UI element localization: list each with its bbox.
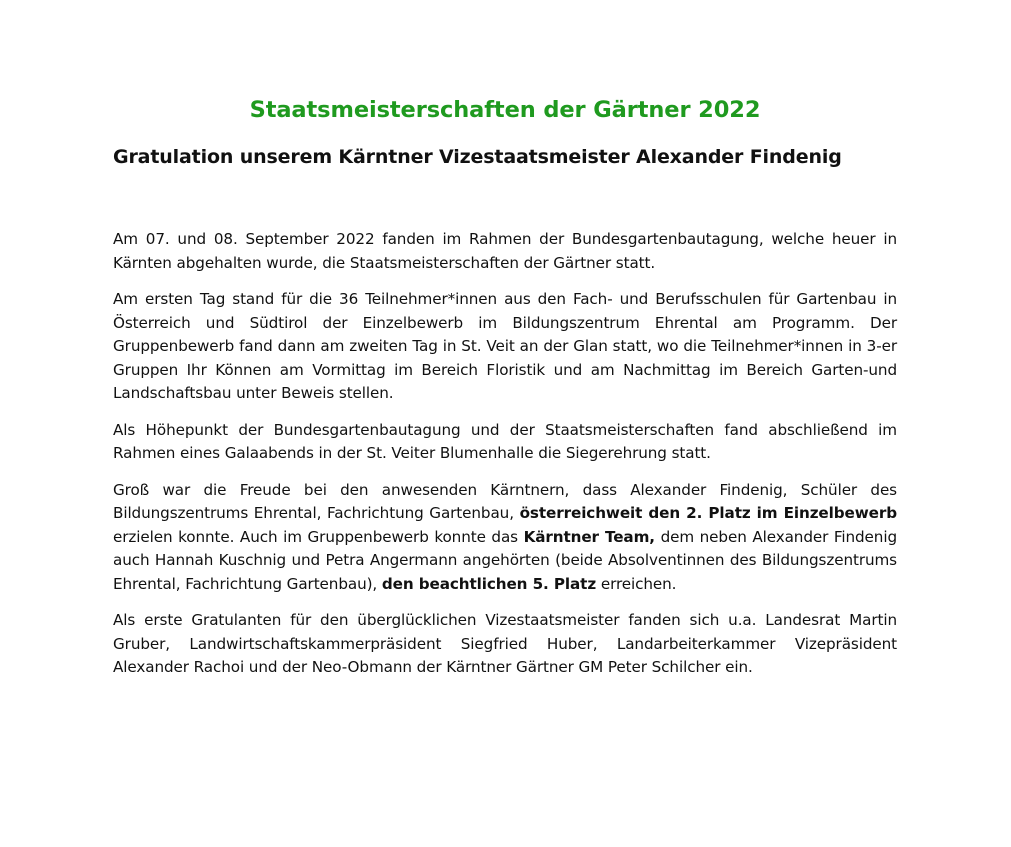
paragraph-3: Als Höhepunkt der Bundesgartenbautagung und der Staatsmeisterschaften fand abschließend im Rahmen eines Galaabends in der St. Veiter Blumenhalle die Siegerehrung statt. — [113, 420, 897, 462]
paragraph-2: Am ersten Tag stand für die 36 Teilnehmer*innen aus den Fach- und Berufsschulen für Gartenbau in Österreich und Südtirol der Einzelbewerb im Bildungszentrum Ehrental am Programm. Der Gruppenbewerb fand dann am zweiten Tag in St. Veit an der Glan statt, wo die Teilnehmer*innen in 3-er Gruppen Ihr Können am Vormittag im Bereich Floristik und am Nachmittag im Bereich Garten-und Landschaftsbau unter Beweis stellen. — [113, 290, 897, 402]
highlight-second-place: österreichweit den 2. Platz im Einzelbewerb — [519, 504, 898, 522]
paragraph-4-text-2: erzielen konnte. Auch im Gruppenbewerb konnte das — [113, 527, 524, 546]
page-subtitle: Gratulation unserem Kärntner Vizestaatsmeister Alexander Findenig — [113, 146, 842, 168]
paragraph-1: Am 07. und 08. September 2022 fanden im Rahmen der Bundesgartenbautagung, welche heuer in Kärnten abgehalten wurde, die Staatsmeisterschaften der Gärtner statt. — [113, 230, 897, 272]
document-page — [113, 94, 897, 693]
highlight-fifth-place: den beachtlichen 5. Platz — [381, 574, 597, 593]
article-body — [113, 228, 897, 680]
paragraph-4-text-1: Groß war die Freude bei den anwesenden Kärntnern, dass Alexander Findenig, Schüler des Bildungszentrums Ehrental, Fachrichtung Gartenbau, — [113, 480, 897, 522]
paragraph-4-text-4: erreichen. — [596, 574, 677, 593]
page-title: Staatsmeisterschaften der Gärtner 2022 — [249, 97, 761, 123]
paragraph-4-text-3: dem neben Alexander Findenig auch Hannah Kuschnig und Petra Angermann angehörten (beide Absolventinnen des Bildungszentrums Ehrental, Fachrichtung Gartenbau), — [113, 527, 897, 593]
paragraph-4 — [113, 479, 897, 597]
paragraph-5: Als erste Gratulanten für den überglücklichen Vizestaatsmeister fanden sich u.a. Landesrat Martin Gruber, Landwirtschaftskammerpräsident Siegfried Huber, Landarbeiterkammer Vizepräsident Alexander Rachoi und der Neo-Obmann der Kärntner Gärtner GM Peter Schilcher ein. — [113, 611, 897, 676]
highlight-kaernten-team: Kärntner Team, — [523, 527, 655, 546]
